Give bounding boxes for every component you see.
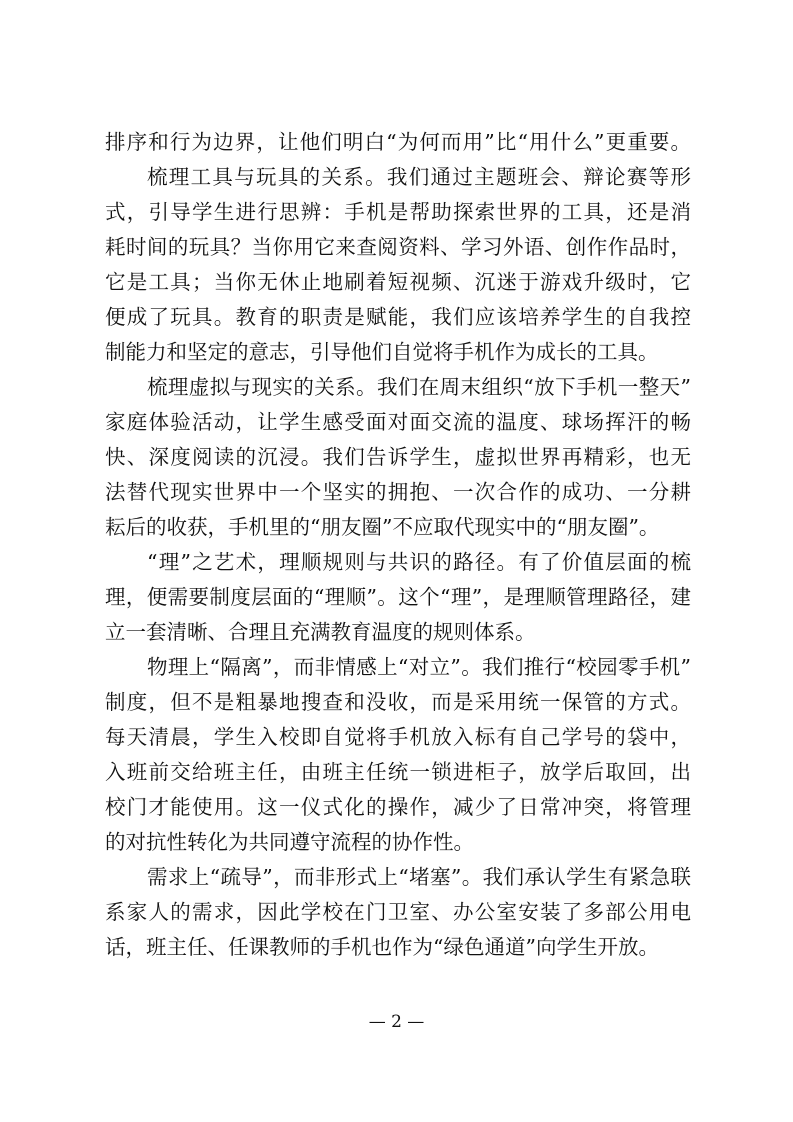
- text-line: 制度，但不是粗暴地搜查和没收，而是采用统一保管的方式。: [105, 690, 691, 714]
- text-line: 话，班主任、任课教师的手机也作为“绿色通道”向学生开放。: [105, 935, 659, 959]
- paragraph-start-line: 梳理工具与玩具的关系。我们通过主题班会、辩论赛等形: [147, 165, 691, 189]
- text-line: 的对抗性转化为共同遵守流程的协作性。: [105, 830, 474, 854]
- paragraph-start-line: 需求上“疏导”，而非形式上“堵塞”。我们承认学生有紧急联: [147, 865, 691, 889]
- text-line: 制能力和坚定的意志，引导他们自觉将手机作为成长的工具。: [105, 340, 659, 364]
- paragraph-start-line: 梳理虚拟与现实的关系。我们在周末组织“放下手机一整天”: [147, 375, 691, 399]
- text-line: 耗时间的玩具？当你用它来查阅资料、学习外语、创作作品时，: [105, 235, 691, 259]
- text-line: 便成了玩具。教育的职责是赋能，我们应该培养学生的自我控: [105, 305, 691, 329]
- paragraph-start-line: 物理上“隔离”，而非情感上“对立”。我们推行“校园零手机”: [147, 655, 691, 679]
- text-line: 入班前交给班主任，由班主任统一锁进柜子，放学后取回，出: [105, 760, 691, 784]
- text-line: 理，便需要制度层面的“理顺”。这个“理”，是理顺管理路径，建: [105, 585, 691, 609]
- text-line: 排序和行为边界，让他们明白“为何而用”比“用什么”更重要。: [105, 130, 691, 154]
- text-line: 式，引导学生进行思辨：手机是帮助探索世界的工具，还是消: [105, 200, 691, 224]
- text-line: 它是工具；当你无休止地刷着短视频、沉迷于游戏升级时，它: [105, 270, 691, 294]
- text-line: 立一套清晰、合理且充满教育温度的规则体系。: [105, 620, 536, 644]
- text-line: 家庭体验活动，让学生感受面对面交流的温度、球场挥汗的畅: [105, 410, 691, 434]
- page-number: — 2 —: [368, 1012, 425, 1032]
- text-line: 每天清晨，学生入校即自觉将手机放入标有自己学号的袋中，: [105, 725, 691, 749]
- text-line: 校门才能使用。这一仪式化的操作，减少了日常冲突，将管理: [105, 795, 691, 819]
- section-heading-line: “理”之艺术，理顺规则与共识的路径。有了价值层面的梳: [147, 550, 691, 574]
- text-line: 耘后的收获，手机里的“朋友圈”不应取代现实中的“朋友圈”。: [105, 515, 660, 539]
- text-line: 快、深度阅读的沉浸。我们告诉学生，虚拟世界再精彩，也无: [105, 445, 691, 469]
- text-line: 系家人的需求，因此学校在门卫室、办公室安装了多部公用电: [105, 900, 691, 924]
- text-line: 法替代现实世界中一个坚实的拥抱、一次合作的成功、一分耕: [105, 480, 691, 504]
